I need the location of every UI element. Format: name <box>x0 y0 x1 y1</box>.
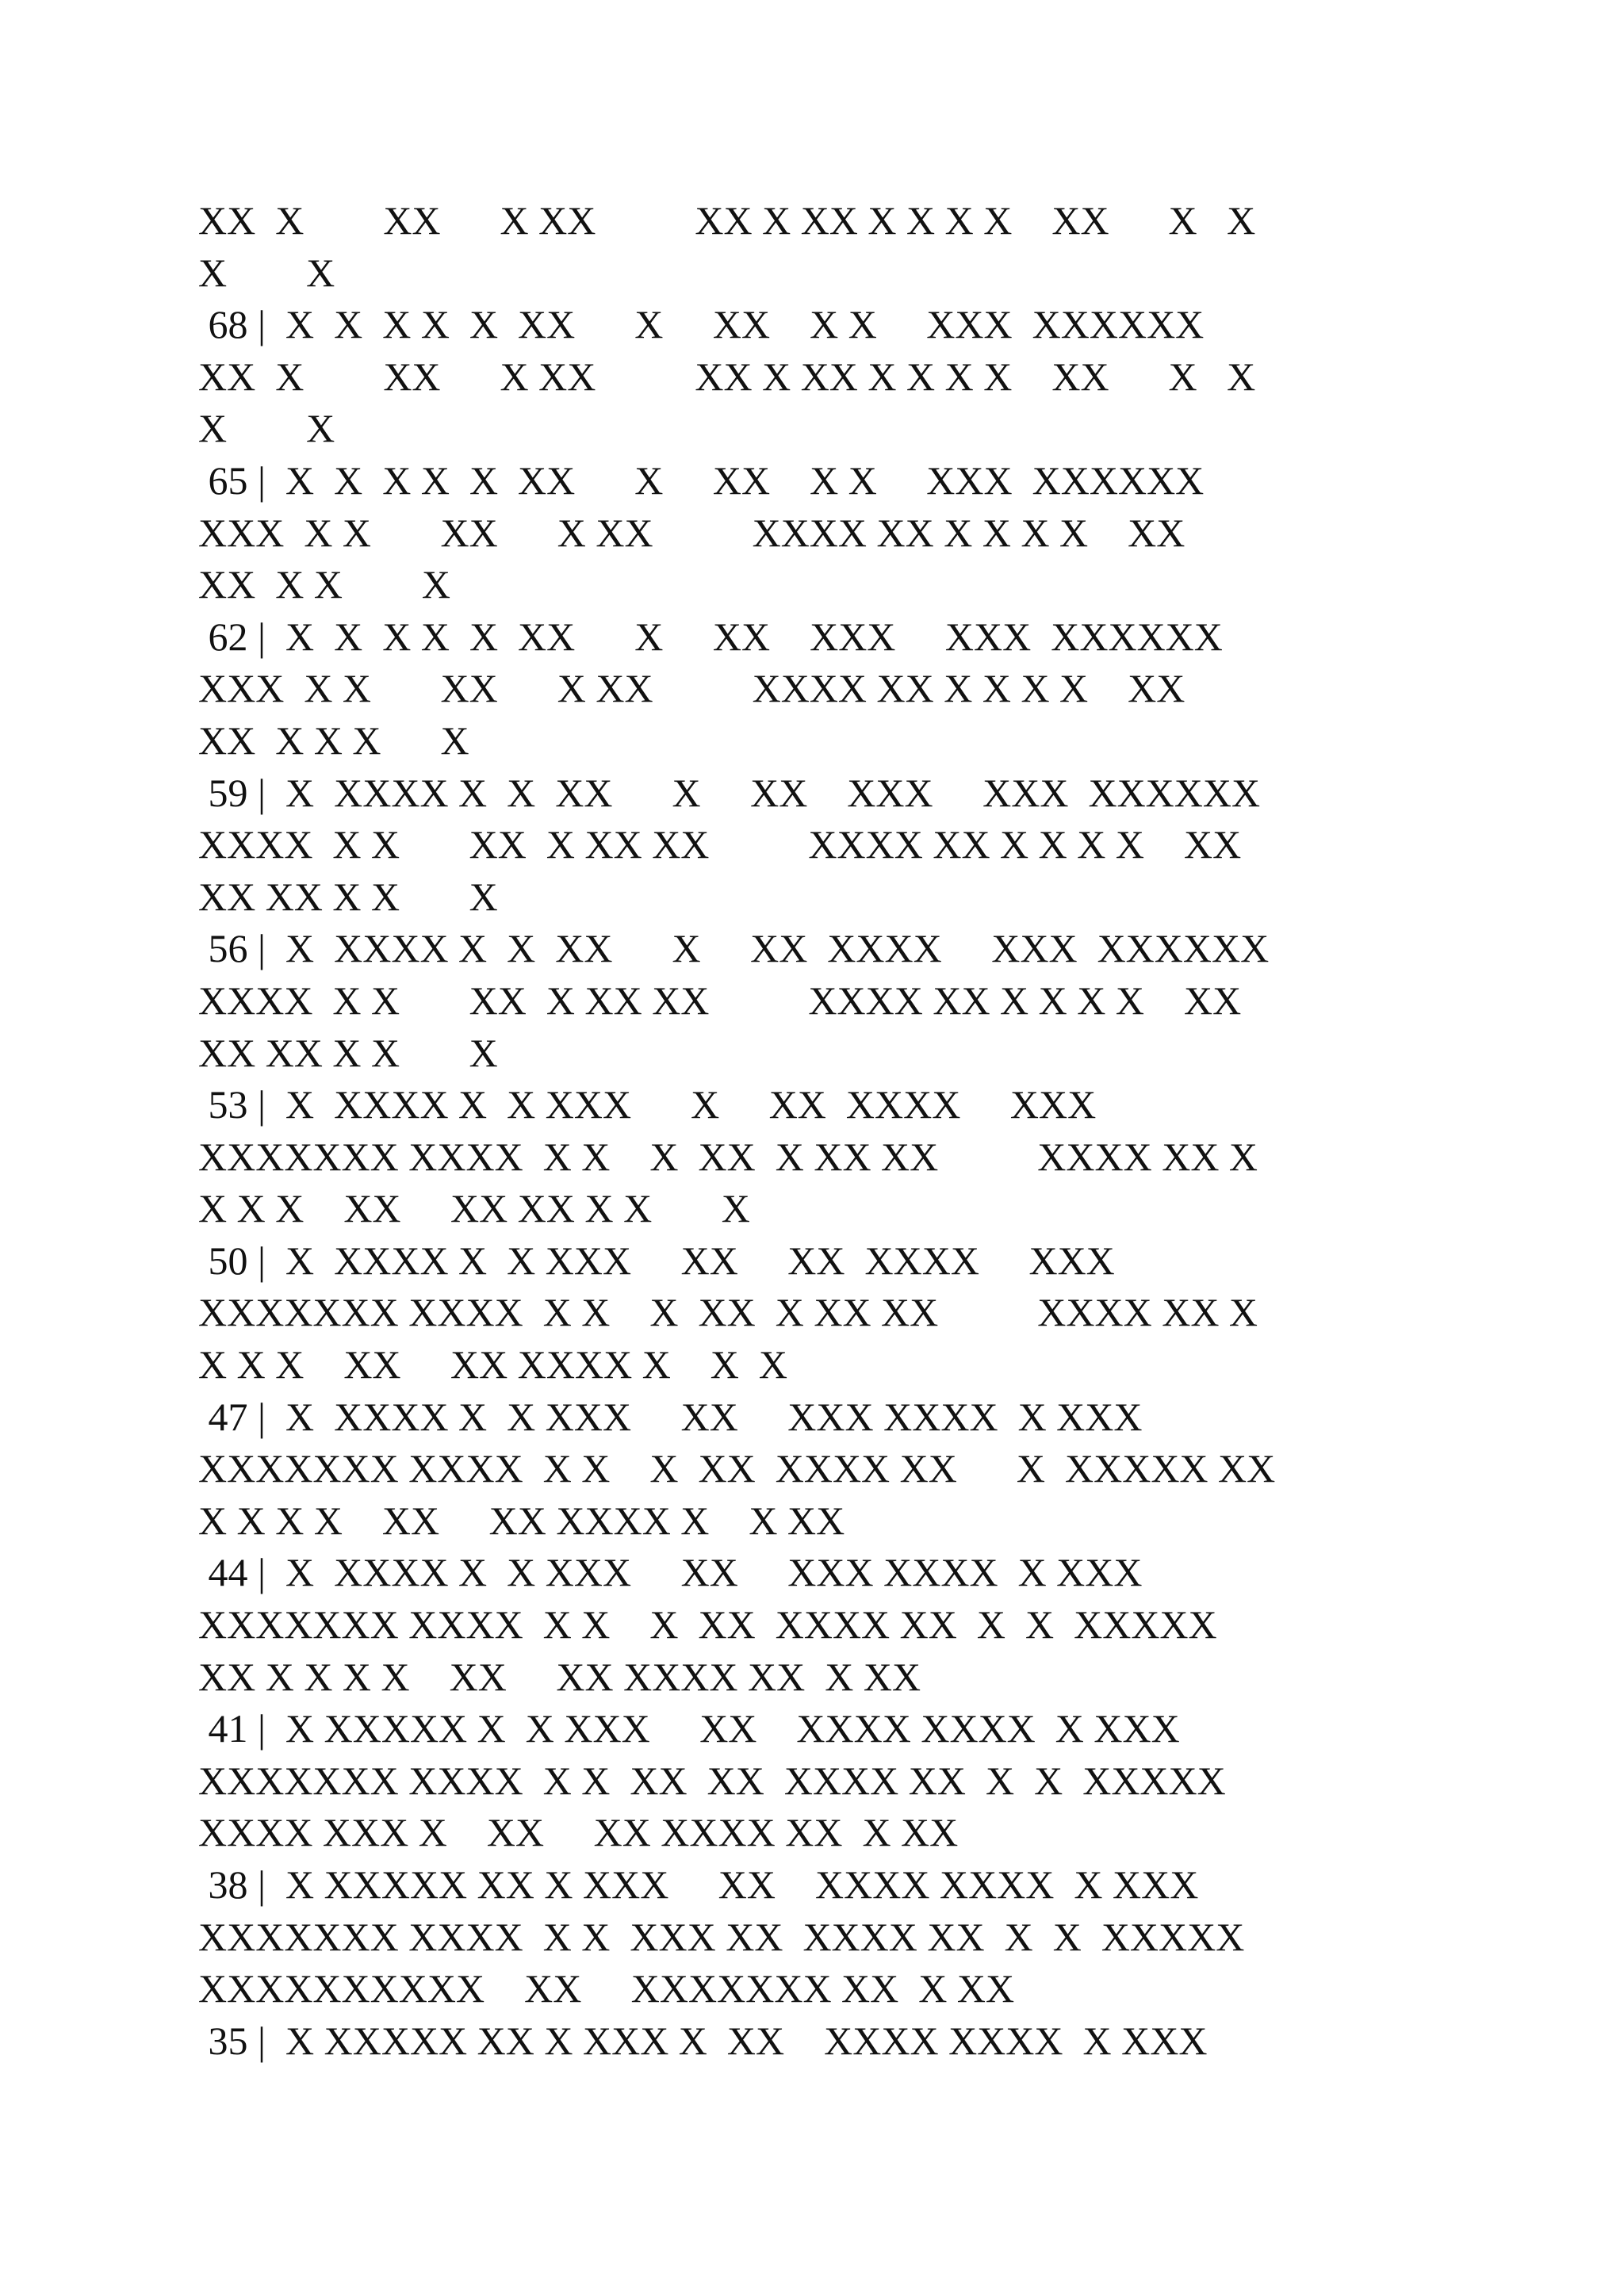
text-line: 53 | X XXXX X X XXX X XX XXXX XXX <box>198 1082 1097 1127</box>
text-line: XX XX X X X <box>198 874 498 919</box>
text-line: 38 | X XXXXX XX X XXX XX XXXX XXXX X XXX <box>198 1862 1199 1907</box>
text-line: XXX X X XX X XX XXXX XX X X X X XX <box>198 510 1185 555</box>
text-line: XXX X X XX X XX XXXX XX X X X X XX <box>198 666 1185 711</box>
text-line: 62 | X X X X X XX X XX XXX XXX XXXXXX <box>198 614 1223 659</box>
text-line: 68 | X X X X X XX X XX X X XXX XXXXXX <box>198 302 1205 347</box>
text-line: 41 | X XXXXX X X XXX XX XXXX XXXX X XXX <box>198 1706 1180 1751</box>
text-line: 50 | X XXXX X X XXX XX XX XXXX XXX <box>198 1238 1115 1283</box>
text-line: X X <box>198 406 335 451</box>
text-line: XXXXXXX XXXX X X X XX XXXX XX X X XXXXX <box>198 1602 1217 1647</box>
text-line: 65 | X X X X X XX X XX X X XXX XXXXXX <box>198 457 1205 503</box>
text-line: XX X XX X XX XX X XX X X X X XX X X <box>198 198 1256 243</box>
text-line: XXXXXXX XXXX X X X XX XXXX XX X XXXXX XX <box>198 1446 1276 1491</box>
text-line: XXXXXXXXXX XX XXXXXXX XX X XX <box>198 1966 1015 2011</box>
text-line: XXXXXXX XXXX X X X XX X XX XX XXXX XX X <box>198 1134 1258 1179</box>
text-line: XX X X X <box>198 562 451 607</box>
text-line: XX XX X X X <box>198 1030 498 1075</box>
text-line: 56 | X XXXX X X XX X XX XXXX XXX XXXXXX <box>198 926 1270 971</box>
text-line: XX X X X X <box>198 718 469 763</box>
text-line: XXXX X X XX X XX XX XXXX XX X X X X XX <box>198 978 1242 1023</box>
text-line: XX X X X X XX XX XXXX XX X XX <box>198 1654 921 1699</box>
text-line: XX X XX X XX XX X XX X X X X XX X X <box>198 354 1256 399</box>
text-line: XXXXXXX XXXX X X X XX X XX XX XXXX XX X <box>198 1290 1258 1335</box>
text-line: XXXX X X XX X XX XX XXXX XX X X X X XX <box>198 822 1242 867</box>
text-line: XXXXXXX XXXX X X XX XX XXXX XX X X XXXXX <box>198 1758 1226 1803</box>
text-line: X X X XX XX XXXX X X X <box>198 1342 788 1387</box>
text-line: 47 | X XXXX X X XXX XX XXX XXXX X XXX <box>198 1394 1143 1439</box>
text-line: XXXX XXX X XX XX XXXX XX X XX <box>198 1810 959 1855</box>
text-line: XXXXXXX XXXX X X XXX XX XXXX XX X X XXXXX <box>198 1914 1245 1959</box>
histogram-text-block <box>198 195 1499 2067</box>
text-line: X X <box>198 250 335 295</box>
text-line: X X X X XX XX XXXX X X XX <box>198 1498 845 1543</box>
text-line: 44 | X XXXX X X XXX XX XXX XXXX X XXX <box>198 1550 1143 1595</box>
text-line: 35 | X XXXXX XX X XXX X XX XXXX XXXX X XXX <box>198 2018 1208 2063</box>
text-line: 59 | X XXXX X X XX X XX XXX XXX XXXXXX <box>198 770 1261 815</box>
text-line: X X X XX XX XX X X X <box>198 1186 750 1231</box>
